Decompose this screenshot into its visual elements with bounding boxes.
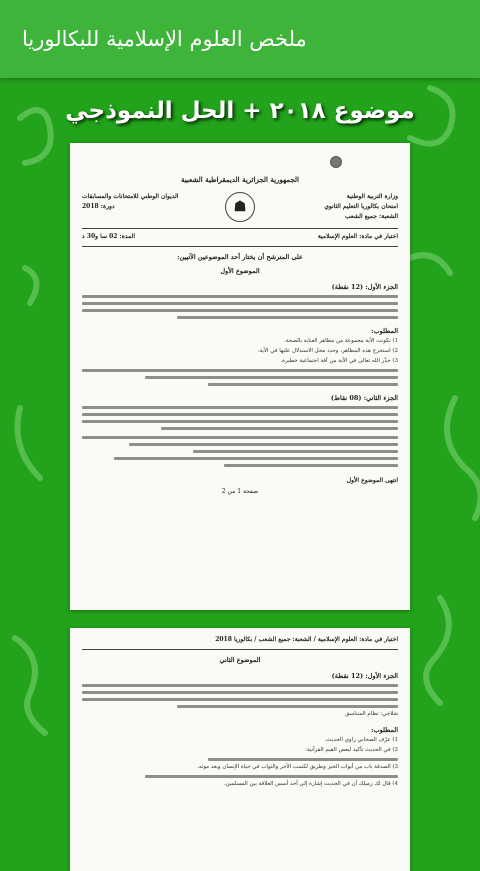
page2-question-2: 2) في الحديث تأكيد لبعض القيم القرآنية: bbox=[305, 747, 398, 753]
page2-header bbox=[82, 636, 398, 643]
required-label: المطلوب: bbox=[371, 327, 398, 335]
branch-label: الشعبة: جميع الشعب bbox=[345, 213, 398, 220]
app-title: ملخص العلوم الإسلامية للبكالوريا bbox=[22, 27, 307, 51]
header-row bbox=[82, 192, 398, 222]
exam-logo-icon: ☗ bbox=[225, 192, 255, 222]
end-topic1-label: انتهى الموضوع الأول bbox=[346, 477, 398, 484]
question-line bbox=[82, 369, 398, 372]
hadith-line bbox=[177, 705, 398, 708]
topic2-title: الموضوع الثاني bbox=[219, 656, 261, 664]
hadith-line bbox=[82, 420, 398, 423]
page-headline: موضوع ٢٠١٨ + الحل النموذجي bbox=[65, 98, 415, 124]
divider bbox=[82, 649, 398, 650]
session-label: دورة: 2018 bbox=[82, 203, 115, 210]
page2-header-text: اختبار في مادة: العلوم الإسلامية / الشعبة: جميع الشعب / بكالوريا 2018 bbox=[215, 636, 398, 643]
exam-page-2 bbox=[70, 628, 410, 871]
question-2: 2) استخرج هذه المظاهر، وحدد محل الاستدلال عليها في الآية. bbox=[257, 348, 398, 354]
verse-line bbox=[82, 302, 398, 305]
verse-line bbox=[82, 309, 398, 312]
page2-question-1: 1) عرّف الصحابي راوي الحديث. bbox=[324, 737, 398, 743]
narrator-line: شلاجي: نظام المتناسق bbox=[345, 711, 398, 717]
question-1: 1) تكونت الآية مجموعة من مظاهر العناية بالصحة. bbox=[284, 338, 398, 344]
question-line bbox=[224, 464, 398, 467]
hadith-line bbox=[82, 413, 398, 416]
question-line bbox=[145, 376, 398, 379]
exam-label: امتحان بكالوريا التعليم الثانوي bbox=[324, 203, 398, 210]
question-line bbox=[145, 775, 398, 778]
republic-header: الجمهورية الجزائرية الديمقراطية الشعبية bbox=[180, 175, 299, 184]
part2-title: الجزء الثاني: (08 نقاط) bbox=[330, 394, 398, 402]
divider bbox=[82, 246, 398, 247]
duration-label: المدة: 02 سا و30 د bbox=[82, 233, 135, 240]
app-bar bbox=[0, 0, 480, 78]
punch-hole-icon bbox=[330, 156, 342, 168]
header-left bbox=[82, 192, 202, 222]
hadith-line bbox=[82, 406, 398, 409]
hadith-line bbox=[82, 691, 398, 694]
subject-label: اختبار في مادة: العلوم الإسلامية bbox=[317, 233, 398, 240]
hadith-line bbox=[82, 684, 398, 687]
page-number: صفحة 1 من 2 bbox=[221, 488, 259, 495]
meta-row bbox=[82, 233, 398, 240]
page1-footer bbox=[82, 477, 398, 484]
verse-line bbox=[177, 316, 398, 319]
page2-question-4: 4) قال لك زميلك أن في الحديث إشارة إلى أحد أسس العلاقة بين المسلمين. bbox=[223, 781, 398, 787]
question-3: 3) حذّر الله تعالى في الآية من آفة اجتماعية خطيرة. bbox=[280, 358, 398, 364]
header-right bbox=[278, 192, 398, 222]
ministry-label: وزارة التربية الوطنية bbox=[346, 193, 398, 200]
exam-page-1 bbox=[70, 143, 410, 610]
part1-title: الجزء الأول: (12 نقطة) bbox=[331, 283, 398, 291]
question-line bbox=[82, 436, 398, 439]
divider bbox=[82, 228, 398, 229]
verse-line bbox=[82, 295, 398, 298]
question-line bbox=[129, 443, 398, 446]
page2-required-label: المطلوب: bbox=[371, 726, 398, 734]
hadith-line bbox=[82, 698, 398, 701]
page2-question-3: 3) الصدقة باب من أبواب الخير وطريق لكسب الأجر والثواب في حياة الإنسان وبعد موته. bbox=[197, 764, 398, 770]
topic1-title: الموضوع الأول bbox=[220, 267, 260, 275]
question-line bbox=[193, 450, 398, 453]
hadith-line bbox=[161, 427, 398, 430]
choose-instruction: على المترشح أن يختار أحد الموضوعين الآتيين: bbox=[177, 253, 303, 261]
question-line bbox=[208, 758, 398, 761]
page2-part1-title: الجزء الأول: (12 نقطة) bbox=[331, 672, 398, 680]
office-label: الديوان الوطني للامتحانات والمسابقات bbox=[82, 193, 179, 200]
question-line bbox=[208, 383, 398, 386]
question-line bbox=[114, 457, 398, 460]
